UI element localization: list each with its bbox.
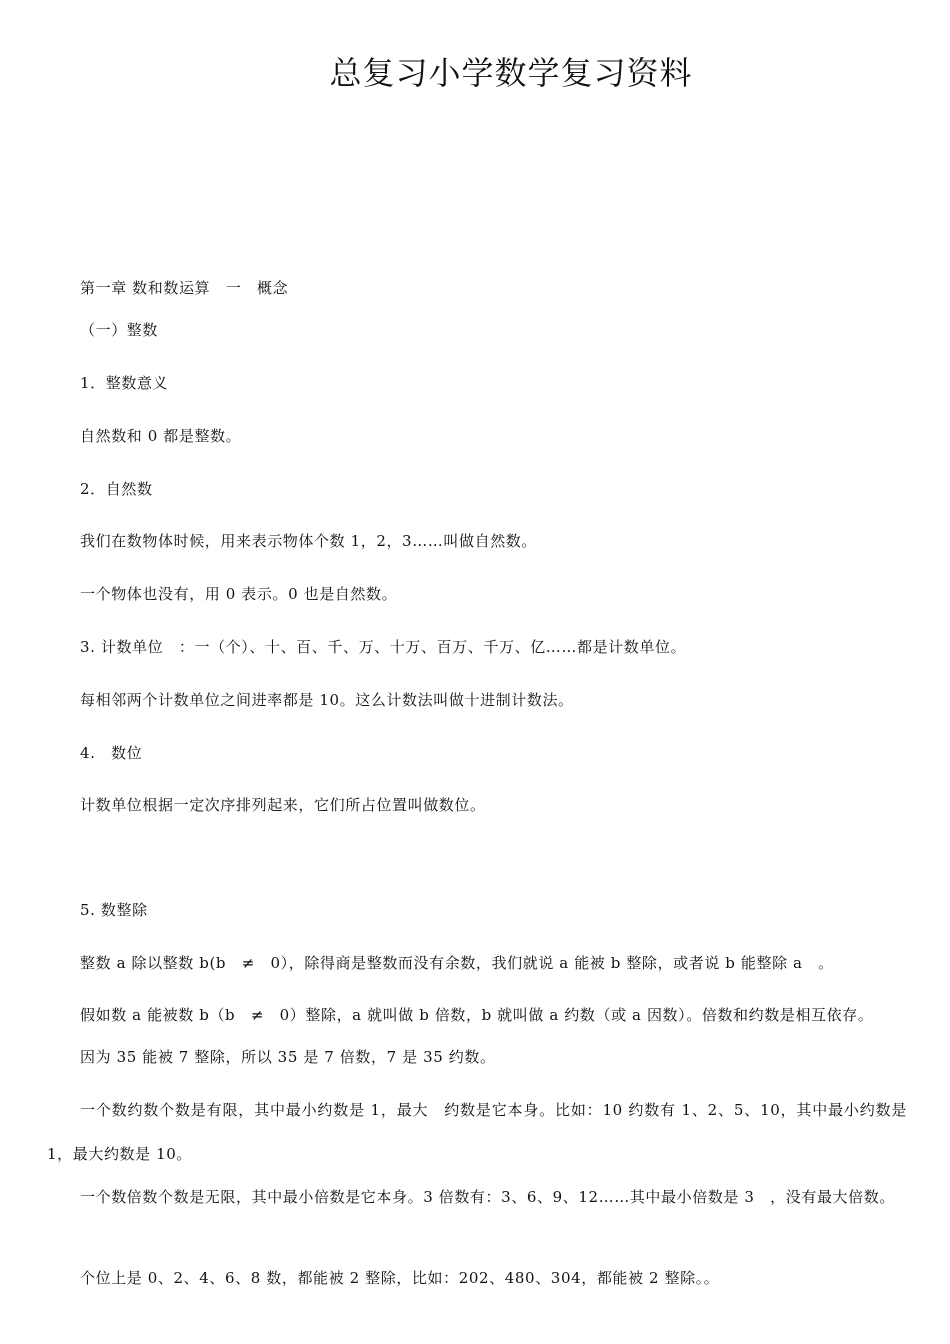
item-integer-meaning-text: 自然数和 0 都是整数。 xyxy=(80,427,242,445)
item-zero-text: 一个物体也没有，用 0 表示。0 也是自然数。 xyxy=(80,585,398,603)
item-decimal-system: 每相邻两个计数单位之间进率都是 10。这么计数法叫做十进制计数法。 xyxy=(80,691,574,709)
paragraph-divisor-count: 一个数约数个数是有限，其中最小约数是 1，最大 约数是它本身。比如：10 约数有 1、2、5、10，其中最小约数是 1，最大约数是 10。 xyxy=(47,1101,907,1163)
item-digit-position-heading: 4. 数位 xyxy=(80,744,143,762)
item-example-35: 因为 35 能被 7 整除，所以 35 是 7 倍数，7 是 35 约数。 xyxy=(80,1048,496,1066)
item-integer-meaning-heading: 1．整数意义 xyxy=(80,374,169,392)
item-natural-number-heading: 2．自然数 xyxy=(80,480,153,498)
paragraph-multiple-count: 一个数倍数个数是无限，其中最小倍数是它本身。3 倍数有：3、6、9、12……其中最小倍数是 3 ，没有最大倍数。 xyxy=(80,1188,895,1206)
item-natural-number-text: 我们在数物体时候，用来表示物体个数 1，2，3……叫做自然数。 xyxy=(80,532,538,550)
item-counting-unit: 3. 计数单位 ：一（个）、十、百、千、万、十万、百万、千万、亿……都是计数单位。 xyxy=(80,638,687,656)
item-multiple-divisor: 假如数 a 能被数 b（b ≠ 0）整除，a 就叫做 b 倍数，b 就叫做 a 约数（或 a 因数）。倍数和约数是相互依存。 xyxy=(80,1006,874,1024)
item-divisible-by-two: 个位上是 0、2、4、6、8 数，都能被 2 整除，比如：202、480、304，都能被 2 整除。。 xyxy=(80,1269,720,1287)
section-heading: （一）整数 xyxy=(80,321,159,339)
item-digit-position-text: 计数单位根据一定次序排列起来，它们所占位置叫做数位。 xyxy=(80,796,486,814)
chapter-heading: 第一章 数和数运算 一 概念 xyxy=(80,279,289,297)
item-divisibility-definition: 整数 a 除以整数 b(b ≠ 0），除得商是整数而没有余数，我们就说 a 能被 b 整除，或者说 b 能整除 a 。 xyxy=(80,954,834,972)
item-divisibility-heading: 5. 数整除 xyxy=(80,901,148,919)
page-title: 总复习小学数学复习资料 xyxy=(329,54,693,92)
